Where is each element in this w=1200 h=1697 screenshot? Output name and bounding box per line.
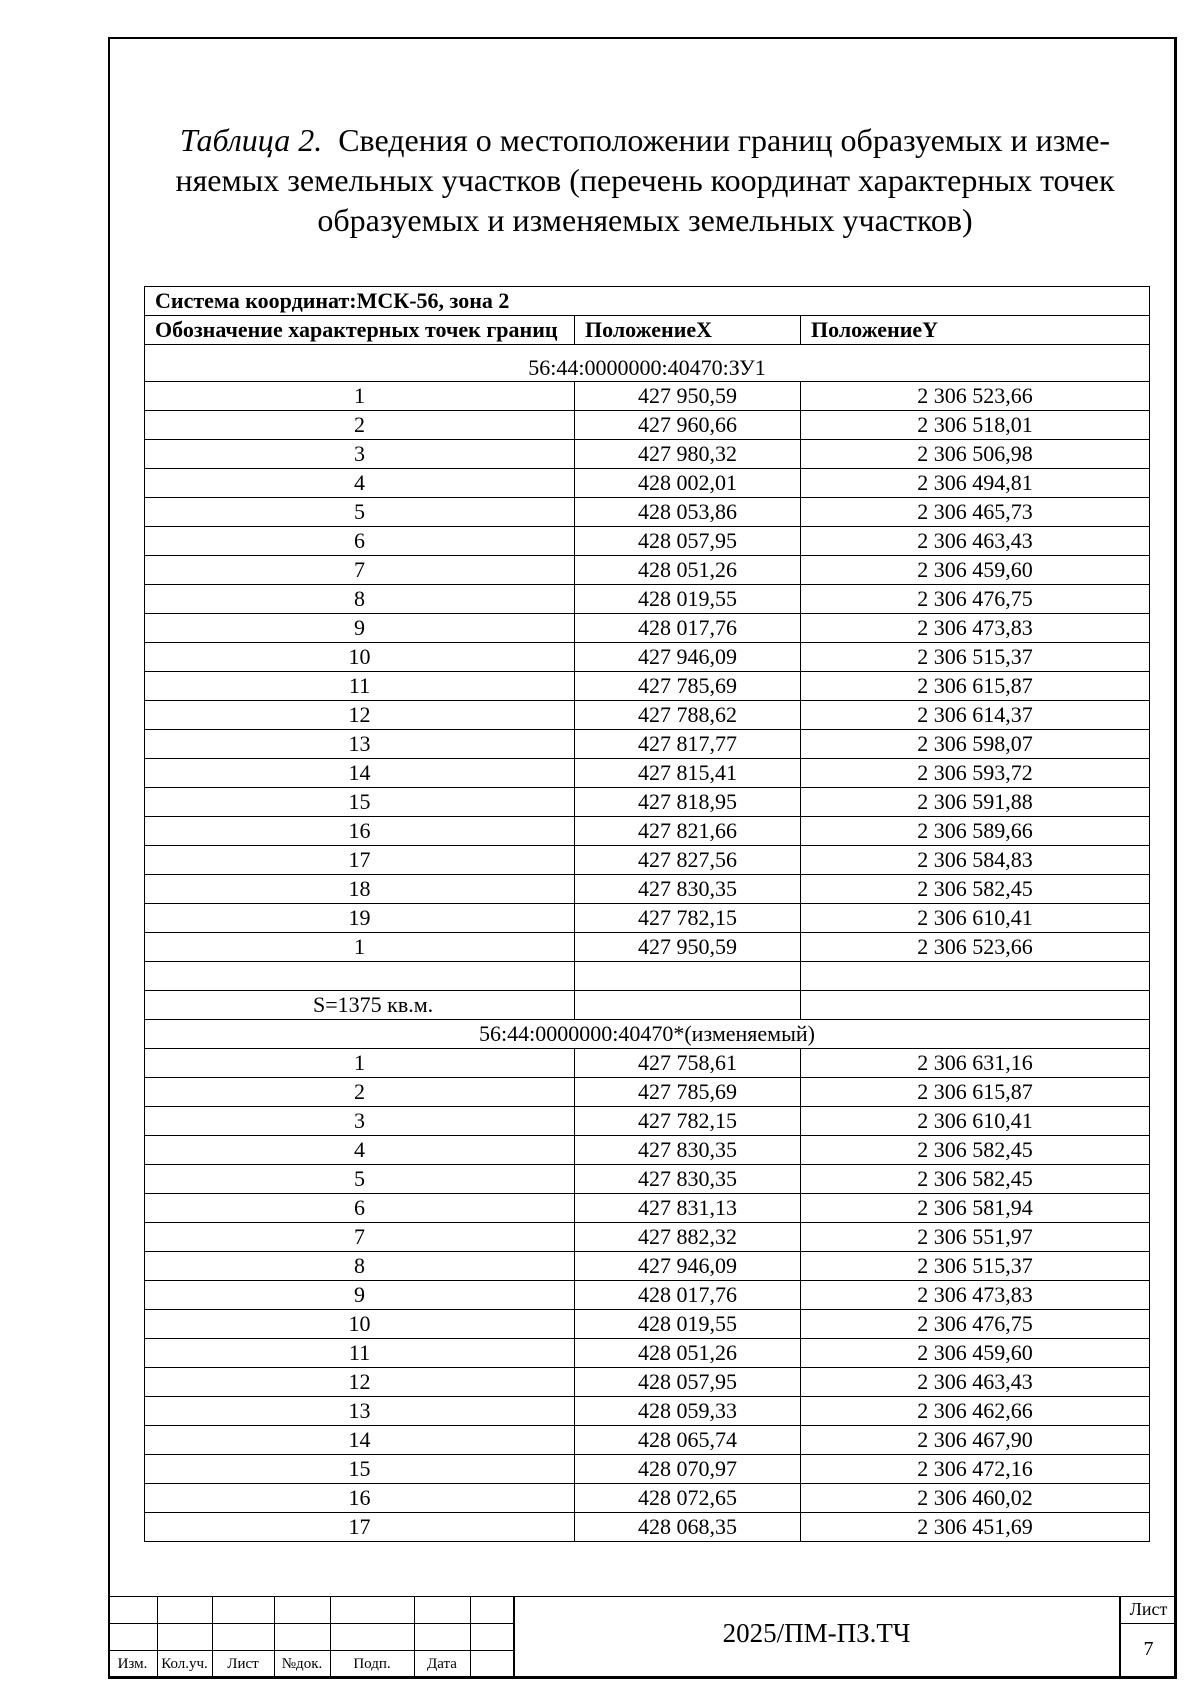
cell-x: 427 946,09 — [575, 1252, 801, 1281]
cell-y: 2 306 515,37 — [801, 1252, 1150, 1281]
caption-line-3: образуемых и изменяемых земельных участков) — [317, 202, 973, 238]
cell-y: 2 306 614,37 — [801, 701, 1150, 730]
cell-point: 12 — [145, 701, 575, 730]
table-row — [145, 875, 1150, 904]
table-row — [145, 1281, 1150, 1310]
table-row — [145, 643, 1150, 672]
cell-point: 10 — [145, 1310, 575, 1339]
cell-y: 2 306 523,66 — [801, 933, 1150, 962]
cell-x: 427 788,62 — [575, 701, 801, 730]
cell-point: 15 — [145, 788, 575, 817]
cell-y: 2 306 582,45 — [801, 1165, 1150, 1194]
cell-point: 3 — [145, 1107, 575, 1136]
cell-point: 13 — [145, 730, 575, 759]
cell-point: 12 — [145, 1368, 575, 1397]
cell-y: 2 306 463,43 — [801, 527, 1150, 556]
cell-x: 428 068,35 — [575, 1513, 801, 1542]
cell-y: 2 306 473,83 — [801, 614, 1150, 643]
sheet-number: 7 — [1143, 1638, 1154, 1660]
cell-x: 428 059,33 — [575, 1397, 801, 1426]
cell-point: 8 — [145, 585, 575, 614]
cell-y: 2 306 476,75 — [801, 585, 1150, 614]
cell-point: 4 — [145, 1136, 575, 1165]
cell-x: 427 950,59 — [575, 933, 801, 962]
cell-x: 427 882,32 — [575, 1223, 801, 1252]
table-row — [145, 440, 1150, 469]
sheet-label: Лист — [1129, 1599, 1168, 1619]
table-row — [145, 701, 1150, 730]
cell-x: 428 057,95 — [575, 1368, 801, 1397]
cell-y: 2 306 615,87 — [801, 672, 1150, 701]
empty-row — [145, 962, 1150, 991]
table-row — [145, 1513, 1150, 1542]
cell-point: 8 — [145, 1252, 575, 1281]
stamp-label-doc: №док. — [281, 1656, 323, 1672]
cell-x: 427 815,41 — [575, 759, 801, 788]
cell-point: 16 — [145, 817, 575, 846]
cell-point: 1 — [145, 1049, 575, 1078]
table-row — [145, 1136, 1150, 1165]
cell-y: 2 306 591,88 — [801, 788, 1150, 817]
table-row — [145, 1310, 1150, 1339]
cell-point: 9 — [145, 1281, 575, 1310]
cell-y: 2 306 582,45 — [801, 1136, 1150, 1165]
caption-line-2: няемых земельных участков (перечень координат характерных точек — [175, 162, 1115, 198]
table-row — [145, 527, 1150, 556]
cell-point: 5 — [145, 498, 575, 527]
cell-x: 427 817,77 — [575, 730, 801, 759]
cell-y: 2 306 463,43 — [801, 1368, 1150, 1397]
coordinate-system: Система координат:МСК-56, зона 2 — [145, 287, 1150, 316]
table-row — [145, 1397, 1150, 1426]
cell-y: 2 306 506,98 — [801, 440, 1150, 469]
cell-point: 16 — [145, 1484, 575, 1513]
table-row — [145, 759, 1150, 788]
cell-x: 427 946,09 — [575, 643, 801, 672]
table-row — [145, 1252, 1150, 1281]
cell-x: 427 830,35 — [575, 1136, 801, 1165]
cell-y: 2 306 465,73 — [801, 498, 1150, 527]
section-1-title: 56:44:0000000:40470:ЗУ1 — [145, 345, 1150, 382]
table-row — [145, 904, 1150, 933]
cell-x: 427 821,66 — [575, 817, 801, 846]
table-caption — [150, 120, 1140, 240]
cell-x: 428 070,97 — [575, 1455, 801, 1484]
empty-cell — [145, 962, 575, 991]
table-row — [145, 382, 1150, 411]
cell-point: 4 — [145, 469, 575, 498]
table-row — [145, 1078, 1150, 1107]
cell-x: 427 818,95 — [575, 788, 801, 817]
cell-point: 2 — [145, 1078, 575, 1107]
cell-y: 2 306 581,94 — [801, 1194, 1150, 1223]
document-code: 2025/ПМ-ПЗ.ТЧ — [722, 1618, 911, 1648]
cell-point: 14 — [145, 1426, 575, 1455]
cell-x: 428 053,86 — [575, 498, 801, 527]
table-row — [145, 1339, 1150, 1368]
cell-y: 2 306 476,75 — [801, 1310, 1150, 1339]
section-title-row — [145, 345, 1150, 382]
cell-x: 427 758,61 — [575, 1049, 801, 1078]
caption-label: Таблица 2. — [179, 122, 323, 158]
cell-point: 13 — [145, 1397, 575, 1426]
cell-x: 427 782,15 — [575, 1107, 801, 1136]
coordinates-table — [144, 286, 1150, 1542]
cell-y: 2 306 451,69 — [801, 1513, 1150, 1542]
coordinate-system-row — [145, 287, 1150, 316]
cell-x: 427 782,15 — [575, 904, 801, 933]
cell-x: 427 830,35 — [575, 875, 801, 904]
cell-y: 2 306 515,37 — [801, 643, 1150, 672]
table-row — [145, 1165, 1150, 1194]
cell-x: 428 002,01 — [575, 469, 801, 498]
cell-x: 428 017,76 — [575, 1281, 801, 1310]
cell-point: 19 — [145, 904, 575, 933]
cell-x: 428 017,76 — [575, 614, 801, 643]
table-row — [145, 498, 1150, 527]
cell-point: 1 — [145, 933, 575, 962]
stamp-label-sign: Подп. — [353, 1656, 391, 1672]
cell-x: 428 065,74 — [575, 1426, 801, 1455]
cell-point: 11 — [145, 672, 575, 701]
header-y: ПоложениеY — [801, 316, 1150, 345]
cell-y: 2 306 462,66 — [801, 1397, 1150, 1426]
table-row — [145, 730, 1150, 759]
table-row — [145, 1426, 1150, 1455]
table-row — [145, 469, 1150, 498]
cell-y: 2 306 598,07 — [801, 730, 1150, 759]
empty-cell — [801, 991, 1150, 1020]
stamp-label-sheet: Лист — [227, 1656, 259, 1672]
cell-y: 2 306 551,97 — [801, 1223, 1150, 1252]
cell-x: 427 830,35 — [575, 1165, 801, 1194]
section-title-row — [145, 1020, 1150, 1049]
section-2-title: 56:44:0000000:40470*(изменяемый) — [145, 1020, 1150, 1049]
cell-x: 428 051,26 — [575, 556, 801, 585]
table-row — [145, 556, 1150, 585]
table-row — [145, 846, 1150, 875]
stamp-label-count: Кол.уч. — [161, 1656, 208, 1672]
cell-x: 427 827,56 — [575, 846, 801, 875]
cell-x: 427 960,66 — [575, 411, 801, 440]
cell-y: 2 306 494,81 — [801, 469, 1150, 498]
cell-y: 2 306 631,16 — [801, 1049, 1150, 1078]
cell-point: 3 — [145, 440, 575, 469]
empty-cell — [575, 962, 801, 991]
table-row — [145, 817, 1150, 846]
cell-x: 428 051,26 — [575, 1339, 801, 1368]
cell-point: 7 — [145, 1223, 575, 1252]
cell-y: 2 306 460,02 — [801, 1484, 1150, 1513]
cell-y: 2 306 473,83 — [801, 1281, 1150, 1310]
cell-y: 2 306 523,66 — [801, 382, 1150, 411]
cell-y: 2 306 459,60 — [801, 1339, 1150, 1368]
cell-point: 15 — [145, 1455, 575, 1484]
table-row — [145, 1484, 1150, 1513]
cell-y: 2 306 459,60 — [801, 556, 1150, 585]
table-row — [145, 614, 1150, 643]
table-row — [145, 411, 1150, 440]
cell-x: 428 019,55 — [575, 1310, 801, 1339]
cell-x: 427 831,13 — [575, 1194, 801, 1223]
cell-x: 427 980,32 — [575, 440, 801, 469]
cell-y: 2 306 610,41 — [801, 904, 1150, 933]
table-row — [145, 933, 1150, 962]
table-row — [145, 585, 1150, 614]
cell-point: 10 — [145, 643, 575, 672]
cell-x: 428 072,65 — [575, 1484, 801, 1513]
area-value: S=1375 кв.м. — [145, 991, 575, 1020]
cell-x: 427 950,59 — [575, 382, 801, 411]
cell-point: 14 — [145, 759, 575, 788]
cell-y: 2 306 589,66 — [801, 817, 1150, 846]
cell-point: 11 — [145, 1339, 575, 1368]
cell-y: 2 306 584,83 — [801, 846, 1150, 875]
table-row — [145, 1368, 1150, 1397]
empty-cell — [801, 962, 1150, 991]
stamp-label-date: Дата — [427, 1656, 457, 1672]
cell-point: 1 — [145, 382, 575, 411]
table-row — [145, 1455, 1150, 1484]
cell-y: 2 306 582,45 — [801, 875, 1150, 904]
cell-point: 2 — [145, 411, 575, 440]
empty-cell — [575, 991, 801, 1020]
stamp-label-change: Изм. — [117, 1656, 148, 1672]
caption-line-1: Сведения о местоположении границ образуемых и изме- — [338, 122, 1111, 158]
cell-y: 2 306 518,01 — [801, 411, 1150, 440]
cell-point: 17 — [145, 846, 575, 875]
cell-x: 427 785,69 — [575, 672, 801, 701]
cell-point: 17 — [145, 1513, 575, 1542]
header-point: Обозначение характерных точек границ — [145, 316, 575, 345]
title-block — [108, 1596, 1177, 1679]
header-x: ПоложениеX — [575, 316, 801, 345]
cell-point: 6 — [145, 1194, 575, 1223]
cell-point: 5 — [145, 1165, 575, 1194]
header-row — [145, 316, 1150, 345]
table-row — [145, 1194, 1150, 1223]
cell-point: 9 — [145, 614, 575, 643]
cell-y: 2 306 615,87 — [801, 1078, 1150, 1107]
cell-point: 18 — [145, 875, 575, 904]
table-row — [145, 1107, 1150, 1136]
cell-y: 2 306 472,16 — [801, 1455, 1150, 1484]
cell-point: 6 — [145, 527, 575, 556]
cell-y: 2 306 467,90 — [801, 1426, 1150, 1455]
table-row — [145, 1223, 1150, 1252]
area-row — [145, 991, 1150, 1020]
cell-x: 427 785,69 — [575, 1078, 801, 1107]
table-row — [145, 1049, 1150, 1078]
table-row — [145, 788, 1150, 817]
cell-y: 2 306 593,72 — [801, 759, 1150, 788]
cell-y: 2 306 610,41 — [801, 1107, 1150, 1136]
cell-x: 428 019,55 — [575, 585, 801, 614]
cell-x: 428 057,95 — [575, 527, 801, 556]
table-row — [145, 672, 1150, 701]
cell-point: 7 — [145, 556, 575, 585]
